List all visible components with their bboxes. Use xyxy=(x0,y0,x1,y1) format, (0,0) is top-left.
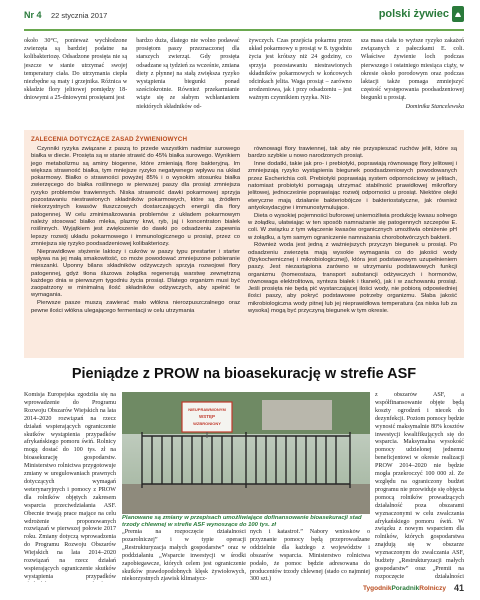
top-article-signature: Dominika Stancelewska xyxy=(405,103,464,110)
page-footer xyxy=(24,584,464,596)
sign-text-line-1: NIEUPRAWNIONYM xyxy=(188,407,226,412)
box-paragraph: Pierwsze pasze muszą zawierać mało włókna nierozpuszczalnego oraz pewne ilości włókna ulegającego fermentacji w celu utrzymania xyxy=(31,300,240,314)
page-header xyxy=(24,6,464,28)
logo-text: polski żywiec xyxy=(378,8,449,20)
issue-date: 22 stycznia 2017 xyxy=(51,11,108,20)
box-left-col xyxy=(31,146,240,316)
main-article-col-4 xyxy=(375,392,464,582)
box-right-col xyxy=(248,146,457,316)
publication-brand xyxy=(363,585,446,592)
issue-number: Nr 4 xyxy=(24,10,42,20)
box-paragraph: równowagi flory trawiennej, tak aby nie przyspieszać ruchów jelit, które są bardzo szybkie u nowo narodzonych prosiąt. xyxy=(248,146,457,160)
header-divider xyxy=(24,29,464,31)
top-article-col-4-text: sza masa ciała to wyższe ryzyko zakażeń związanych z pałeczkami E. coli. Właściwe żywienie loch podczas pierwszego i ostatniego miesiąca ciąży, w okresie około porodowym oraz podczas laktacji także pomaga zmniejszyć częstość występowania poodsadzeniowej biegunki u prosiąt. xyxy=(360,38,464,102)
section-logo xyxy=(379,6,464,22)
box-paragraph: Nieprawidłowe stężenie laktozy i cukrów w paszy typu prestarter i starter wpływa na jej małą smakowitość, co może powodować zmniejszone pobieranie mieszanki. Uponny bilans składników odżywczych sprzyja rozwojowi flory patogennej, gdyż tłona śluzowa żołądka regenerują warstwę zewnętrzną każdego dnia w pierwszym tygodniu życia prosiąt. Dlatego organizm musi być zaopatrzony w minimalną ilość składników odżywczych, aby spełnić te wymagania. xyxy=(31,248,240,299)
main-article-col-4-text: z obszarów ASF, a współfinansowanie objęte będą koszty ogrodzeń i niecek do dezynfekcji. Poziom pomocy będzie wynosić maksymalnie 80% kosztów inwestycji kwalifikujących się do wsparcia. Maksymalna wysokość pomocy udzielonej jednemu beneficjentowi w okresie realizacji PROW 2014–2020 nie będzie mogła przekroczyć 100 000 zł. Ze względu na ograniczony budżet programu nie przewiduje się objęcia pomocą rolników prowadzących działalność poza obszarami wyznaczonymi w celu zwalczania afrykańskiego pomoru świń. W związku z nowym wsparciem dla rolników, których gospodarstwa znajdują się w obszarze wyznaczonym do zwalczania ASF, budżety „Restrukturyzacji małych gospodarstw” oraz „Premii na rozpoczęcie działalności xyxy=(375,392,464,580)
box-paragraph: Dieta o wysokiej pojemności buforowej uniemożliwia produkcję kwasu solnego w żołądku, ułatwiając w ten sposób namnażanie się patogennych szczepów E. coli. W związku z tym włączenie kwasów organicznych umożliwia obniżenie pH w żołądku, a tym samym ograniczenie namnażania chorobotwórczych bakterii. xyxy=(248,212,457,241)
box-paragraph: Inne dodatki, takie jak pro- i prebiotyki, poprawiają równowagę flory jelitowej i zmniejszają ryzyko wystąpienia biegunek poodsadzeniowych powodowanych przez Escherichia coli. Prebiotyki poprawiają system odpornościowy w jelitach, natomiast probiotyki pomagają utrzymać stabilność prawidłowej mikroflory jelitowej, jednocześnie poprawiając rozwój odporności u prosiąt. Niektóre olejki eteryczne mają działanie bakteriobójcze i bakteriostatyczne, jak również antyoksydacyjne i immunostymulujące. xyxy=(248,161,457,211)
photo-caption: Planowane są zmiany w przepisach umożliwiające dofinansowanie bioasekuracji stad trzody chlewnej w strefie ASF wynoszące do 100 tys. zł xyxy=(122,515,362,528)
main-article-col-3: nych i katastrof.” Nabory wniosków o przyznanie pomocy będą przeprowadzane oddzielnie dla każdego z województw i obszarów wsparcia. Ministerstwo rolnictwa podało, że pomoc będzie adresowana do producentów trzody chlewnej (stado co najmniej 300 szt.) xyxy=(250,529,370,582)
nutrition-recommendations-box xyxy=(24,130,464,358)
box-paragraph: Również woda jest jedną z ważniejszych przyczyn biegunek u prosiąt. Po odsadzeniu zwierzęta mają wysokie wymagania co do jakości wody (fizykochemicznej i mikrobiologicznej), która jest podstawowym uzupełnieniem paszy. Jest niezastąpiona zarówno w utrzymaniu podstawowych funkcji organizmu (homeostaza, transport substancji odżywczych i hormonów, równowaga elektrolitowa, synteza białek i tkanek), jak i w zachowaniu prosiąt. Jeśli prosięta nie będą pić wystarczającej ilości wody, nie pobiorą odpowiedniej ilości paszy, aby pokryć podstawowe potrzeby organizmu. Słaba jakość mikrobiologiczna wody pitnej lub jej nieprawidłowa temperatura (za niska lub za wysoka) mogą być przyczyną biegunek w tym okresie. xyxy=(248,242,457,315)
article-headline: Pieniądze z PROW na bioasekurację w strefie ASF xyxy=(71,366,417,382)
sign-text-line-2: WSTĘP xyxy=(198,414,216,419)
main-article xyxy=(24,392,464,582)
box-paragraph: Czynniki ryzyka związane z paszą to przede wszystkim nadmiar surowego białka w diecie. Prosięta są w stanie strawić do 45% białka surowego. Wynikiem jego metabolizmu są aminy biogenne, które zmieniają florę bakteryjną. Im większa strawność białka, tym mniejsze ryzyko negatywnego wpływu na układ pokarmowy. Białko o strawności powyżej 85% i o wysokim stosunku białka zwierzęcego do białka roślinnego w pierwszej paszy dla prosiąt zmniejsza ryzyko problemów trawiennych. Niska strawność dawki pokarmowej sprzyja pozostawaniu niestrawionych składników pokarmowych, które są źródłem niekorzystnych kwasów tłuszczowych dostarczających energii dla flory patogennej. W celu zminimalizowania problemów z układem pokarmowym należy stosować białko mleka, plazmy krwi, ryb, jaj i koncentraton białek roślinnych. Wyjątkiem jest zwiększenie do dawki po odsadzeniu zapewnia lepszy rozwój układu pokarmowego i immunologicznego u prosiąt, przez co zmniejsza się ryzyko poodsadzeniowej kolibakteriozy. xyxy=(31,146,240,247)
brand-part-3: Rolniczy xyxy=(419,585,446,592)
page-number: 41 xyxy=(453,583,464,593)
main-article-col-1: Komisja Europejska zgodziła się na wprowadzenie do Programu Rozwoju Obszarów Wiejskich na lata 2014–2020 rozwiązań na rzecz działań wspierających ograniczenie skutków wystąpienia przypadków afrykańskiego pomoru świń. Rolnicy mogą dostać do 100 tys. zł na bioasekurację gospodarstw. Ministerstwo rolnictwa przygotowuje zmiany w uregulowaniach prawnych dotyczących wymagań weterynaryjnych i pomocy z PROW dla rolników objętych zakresem wsparcia przeciwdziałania ASF. Obecnie trwają prace mające na celu wdrożenie proponowanych rozwiązań w pierwszej połowie 2017 roku. Zmiany dotyczą wprowadzenia do Programu Rozwoju Obszarów Wiejskich na lata 2014–2020 rozwiązań na rzecz działań wspierających ograniczenie skutków wystąpienia przypadków xyxy=(24,392,116,580)
main-article-col-2: „Premia na rozpoczęcie działalności pozarolniczej” i w typie operacji „Restrukturyzacja małych gospodarstw” oraz w poddziałaniu „Wsparcie inwestycji w środki zapobiegawcze, których celem jest ograniczenie skutków prawdopodobnych klęsk żywiołowych, niekorzystnych zjawisk klimatycz- xyxy=(122,529,246,582)
brand-part-2: Poradnik xyxy=(391,585,420,592)
farm-gate-photo xyxy=(122,392,370,514)
top-article xyxy=(24,37,464,127)
box-title: ZALECENIA DOTYCZĄCE ZASAD ŻYWIENIOWYCH xyxy=(31,136,188,143)
top-article-col-1: około 30°C, ponieważ wychłodzone zwierzęta są bardziej podatne na kolibakteriozę. Odsadzone prosięta nie są jeszcze w stanie utrzymać swojej temperatury ciała. Do utrzymania ciepła niezbędne są maty i grzejnika. Różnica w składzie flory jelitowej pomiędzy 18-dniowymi a 25-dniowymi prosiętami jest xyxy=(24,38,128,102)
top-article-col-2: bardzo duża, dlatego nie wolno podawać prosiętom paszy przeznaczonej dla starszych zwierząt. Gdy prosięta odsadzane są tydzień za wcześnie, zmiana diety z płynnej na stałą zwiększa ryzyko wystąpienia biegunki ponad sześciokrotnie. Również przekarmianie wiąże się ze słabym wchłanianiem niektórych składników od- xyxy=(136,38,240,110)
top-article-col-3: żywczych. Czas przejścia pokarmu przez układ pokarmowy u prosiąt w 8. tygodniu życia jest krótszy niż 24 godziny, co sprzyja pozostawaniu niestrawionych składników pokarmowych w końcowych odcinkach jelita. Waga prosiąt – zarówno urodzeniowa, jak i przy odsadzeniu – jest ważnym czynnikiem ryzyka. Niż- xyxy=(248,38,352,102)
pig-leaf-icon xyxy=(452,6,464,22)
top-article-col-4 xyxy=(361,37,464,127)
brand-part-1: Tygodnik xyxy=(363,585,392,592)
sign-text-line-3: WZBRONIONY xyxy=(193,421,221,426)
